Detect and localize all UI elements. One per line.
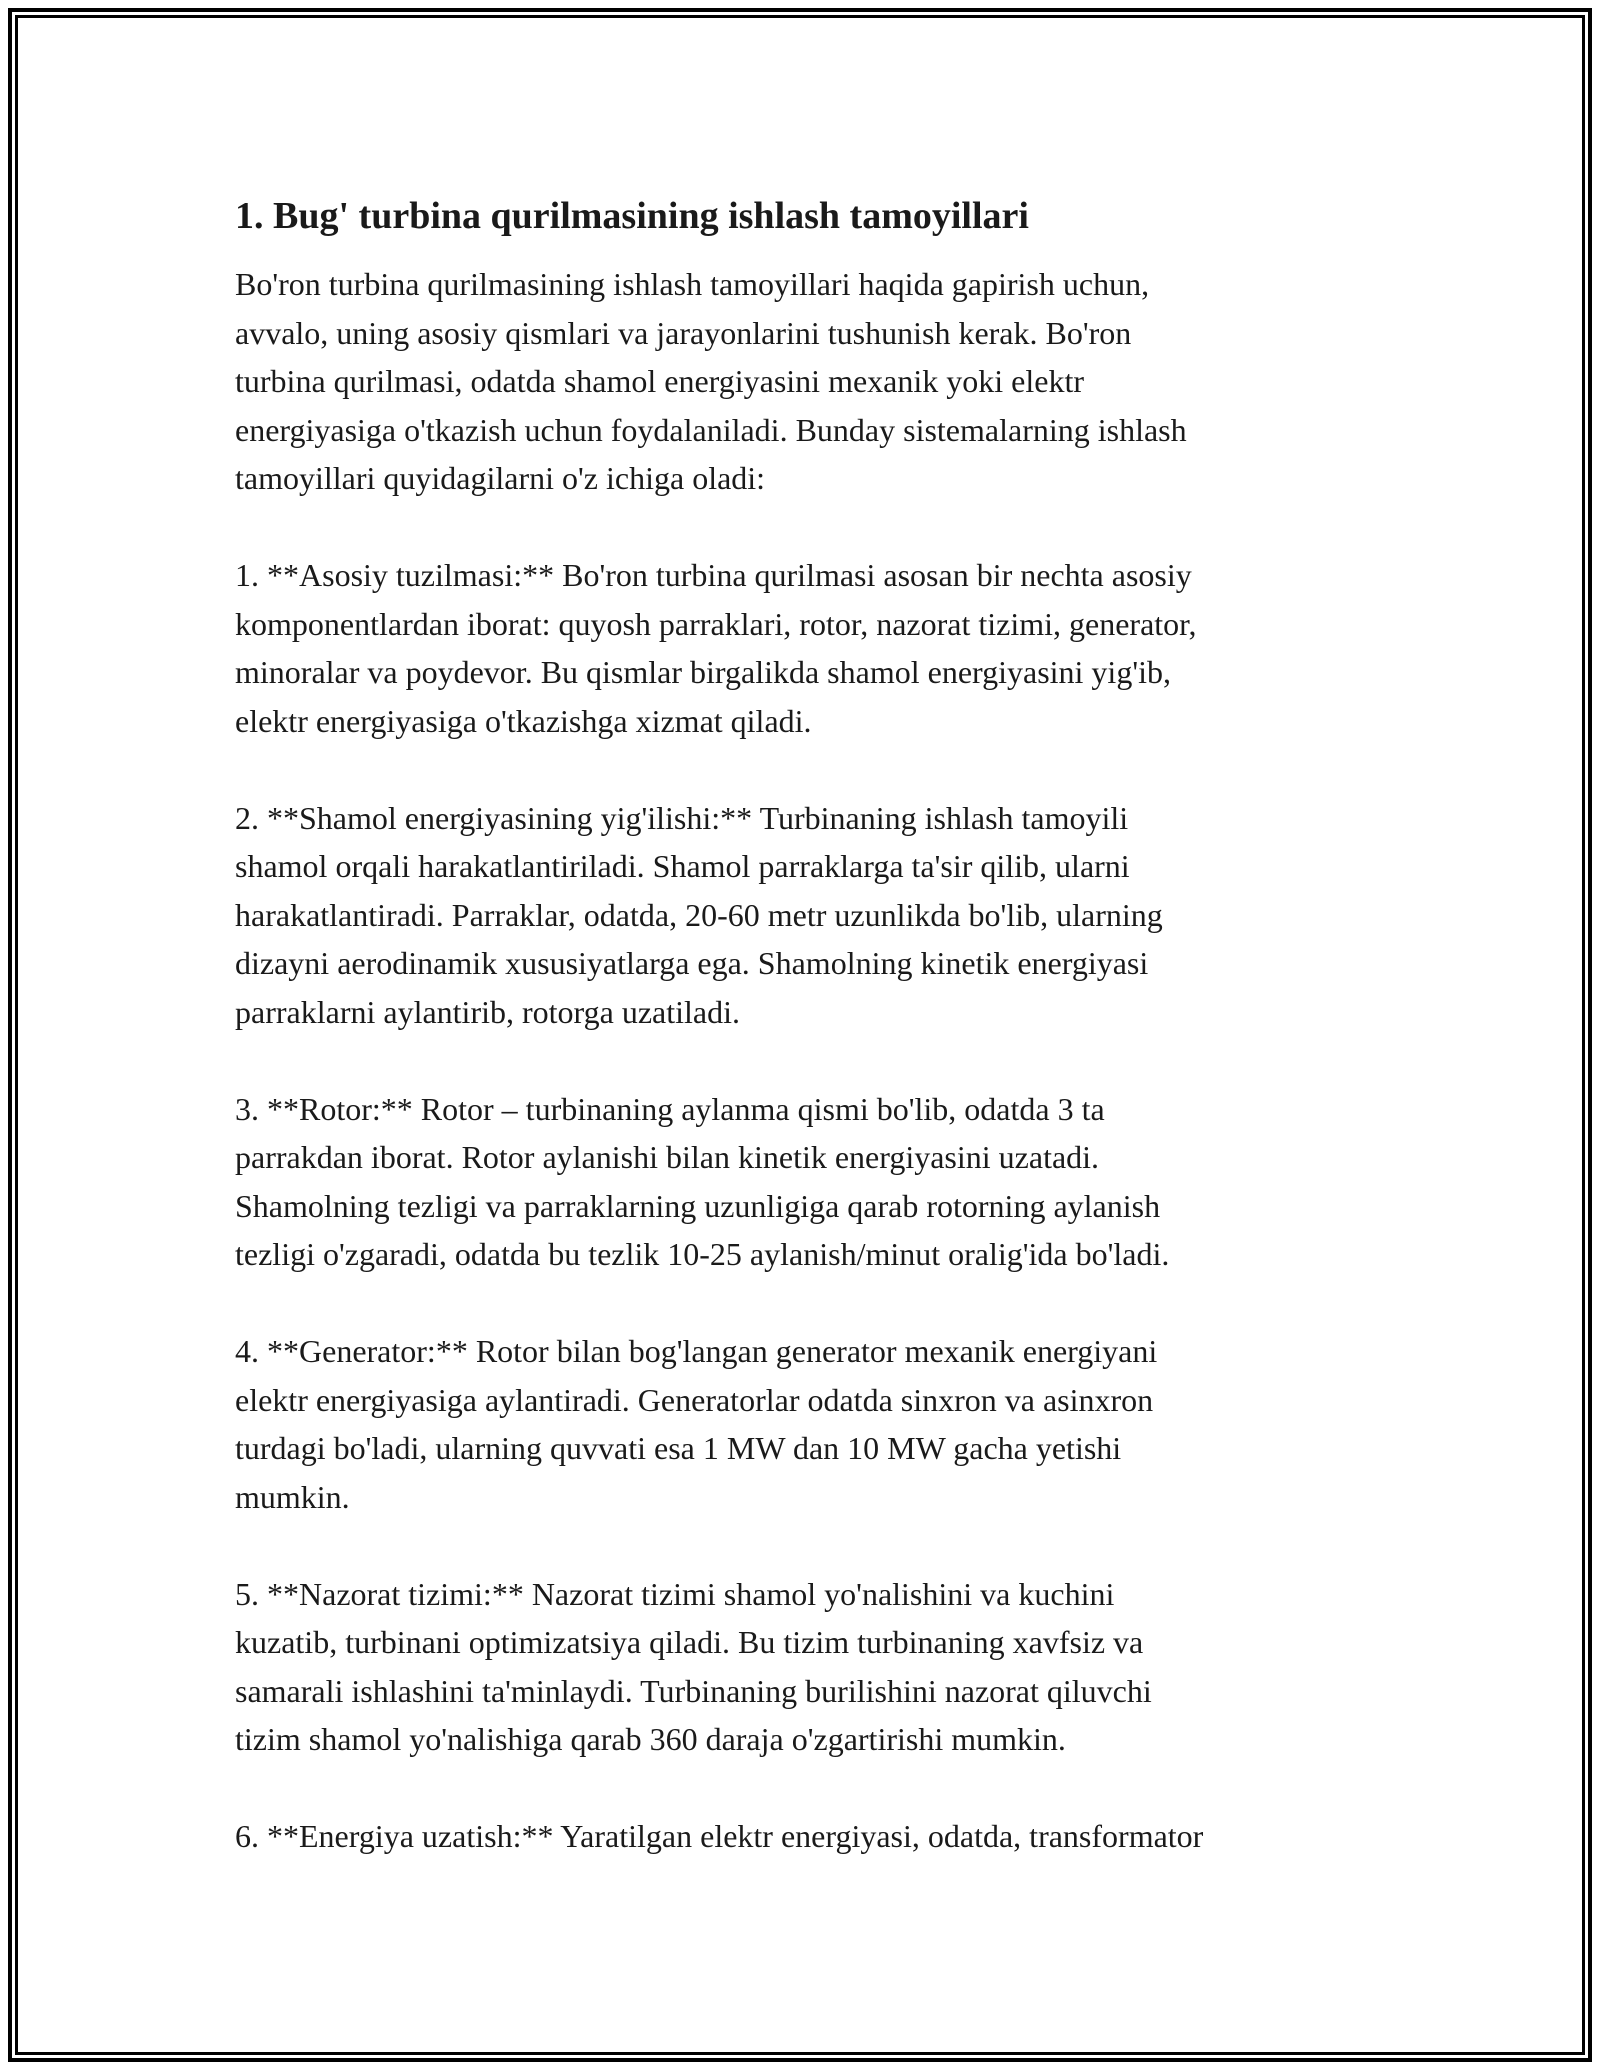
- text-line: parraklarni aylantirib, rotorga uzatiladi.: [235, 993, 740, 1030]
- text-line: energiyasiga o'tkazish uchun foydalaniladi. Bunday sistemalarning ishlash: [235, 411, 1187, 448]
- text-line: avvalo, uning asosiy qismlari va jarayonlarini tushunish kerak. Bo'ron: [235, 314, 1132, 351]
- text-line: 3. **Rotor:** Rotor – turbinaning aylanma qismi bo'lib, odatda 3 ta: [235, 1090, 1105, 1127]
- list-item-asosiy-tuzilmasi: [235, 551, 1375, 745]
- list-item-shamol-energiyasi: [235, 794, 1375, 1037]
- text-line: turdagi bo'ladi, ularning quvvati esa 1 MW dan 10 MW gacha yetishi: [235, 1430, 1122, 1466]
- text-line: Shamolning tezligi va parraklarning uzunligiga qarab rotorning aylanish: [235, 1187, 1161, 1224]
- intro-paragraph: [235, 260, 1375, 503]
- list-item-rotor: [235, 1085, 1375, 1279]
- text-line: dizayni aerodinamik xususiyatlarga ega. Shamolning kinetik energiyasi: [235, 945, 1149, 981]
- text-line: elektr energiyasiga aylantiradi. Generatorlar odatda sinxron va asinxron: [235, 1381, 1154, 1418]
- text-line: komponentlardan iborat: quyosh parraklari, rotor, nazorat tizimi, generator,: [235, 605, 1197, 642]
- list-item-nazorat-tizimi: [235, 1570, 1375, 1764]
- text-line: turbina qurilmasi, odatda shamol energiyasini mexanik yoki elektr: [235, 363, 1084, 399]
- text-line: elektr energiyasiga o'tkazishga xizmat qiladi.: [235, 702, 812, 739]
- document-body: [235, 190, 1375, 1909]
- text-line: harakatlantiradi. Parraklar, odatda, 20-60 metr uzunlikda bo'lib, ularning: [235, 896, 1163, 933]
- text-line: minoralar va poydevor. Bu qismlar birgalikda shamol energiyasini yig'ib,: [235, 654, 1171, 690]
- document-title: 1. Bug' turbina qurilmasining ishlash tamoyillari: [235, 195, 1029, 237]
- text-line: 1. **Asosiy tuzilmasi:** Bo'ron turbina qurilmasi asosan bir nechta asosiy: [235, 557, 1192, 593]
- text-line: kuzatib, turbinani optimizatsiya qiladi. Bu tizim turbinaning xavfsiz va: [235, 1624, 1144, 1660]
- text-line: samarali ishlashini ta'minlaydi. Turbinaning burilishini nazorat qiluvchi: [235, 1672, 1152, 1709]
- list-item-energiya-uzatish: [235, 1812, 1375, 1861]
- text-line: parrakdan iborat. Rotor aylanishi bilan kinetik energiyasini uzatadi.: [235, 1139, 1100, 1175]
- text-line: tezligi o'zgaradi, odatda bu tezlik 10-25 aylanish/minut oralig'ida bo'ladi.: [235, 1236, 1170, 1272]
- text-line: 4. **Generator:** Rotor bilan bog'langan generator mexanik energiyani: [235, 1333, 1158, 1369]
- text-line: mumkin.: [235, 1478, 350, 1515]
- text-line: shamol orqali harakatlantiriladi. Shamol parraklarga ta'sir qilib, ularni: [235, 848, 1130, 884]
- list-item-generator: [235, 1327, 1375, 1521]
- text-line: tizim shamol yo'nalishiga qarab 360 daraja o'zgartirishi mumkin.: [235, 1721, 1066, 1757]
- text-line: Bo'ron turbina qurilmasining ishlash tamoyillari haqida gapirish uchun,: [235, 266, 1150, 302]
- text-line: 6. **Energiya uzatish:** Yaratilgan elektr energiyasi, odatda, transformator: [235, 1818, 1204, 1854]
- text-line: 5. **Nazorat tizimi:** Nazorat tizimi shamol yo'nalishini va kuchini: [235, 1575, 1115, 1612]
- text-line: tamoyillari quyidagilarni o'z ichiga oladi:: [235, 460, 766, 496]
- text-line: 2. **Shamol energiyasining yig'ilishi:** Turbinaning ishlash tamoyili: [235, 799, 1129, 836]
